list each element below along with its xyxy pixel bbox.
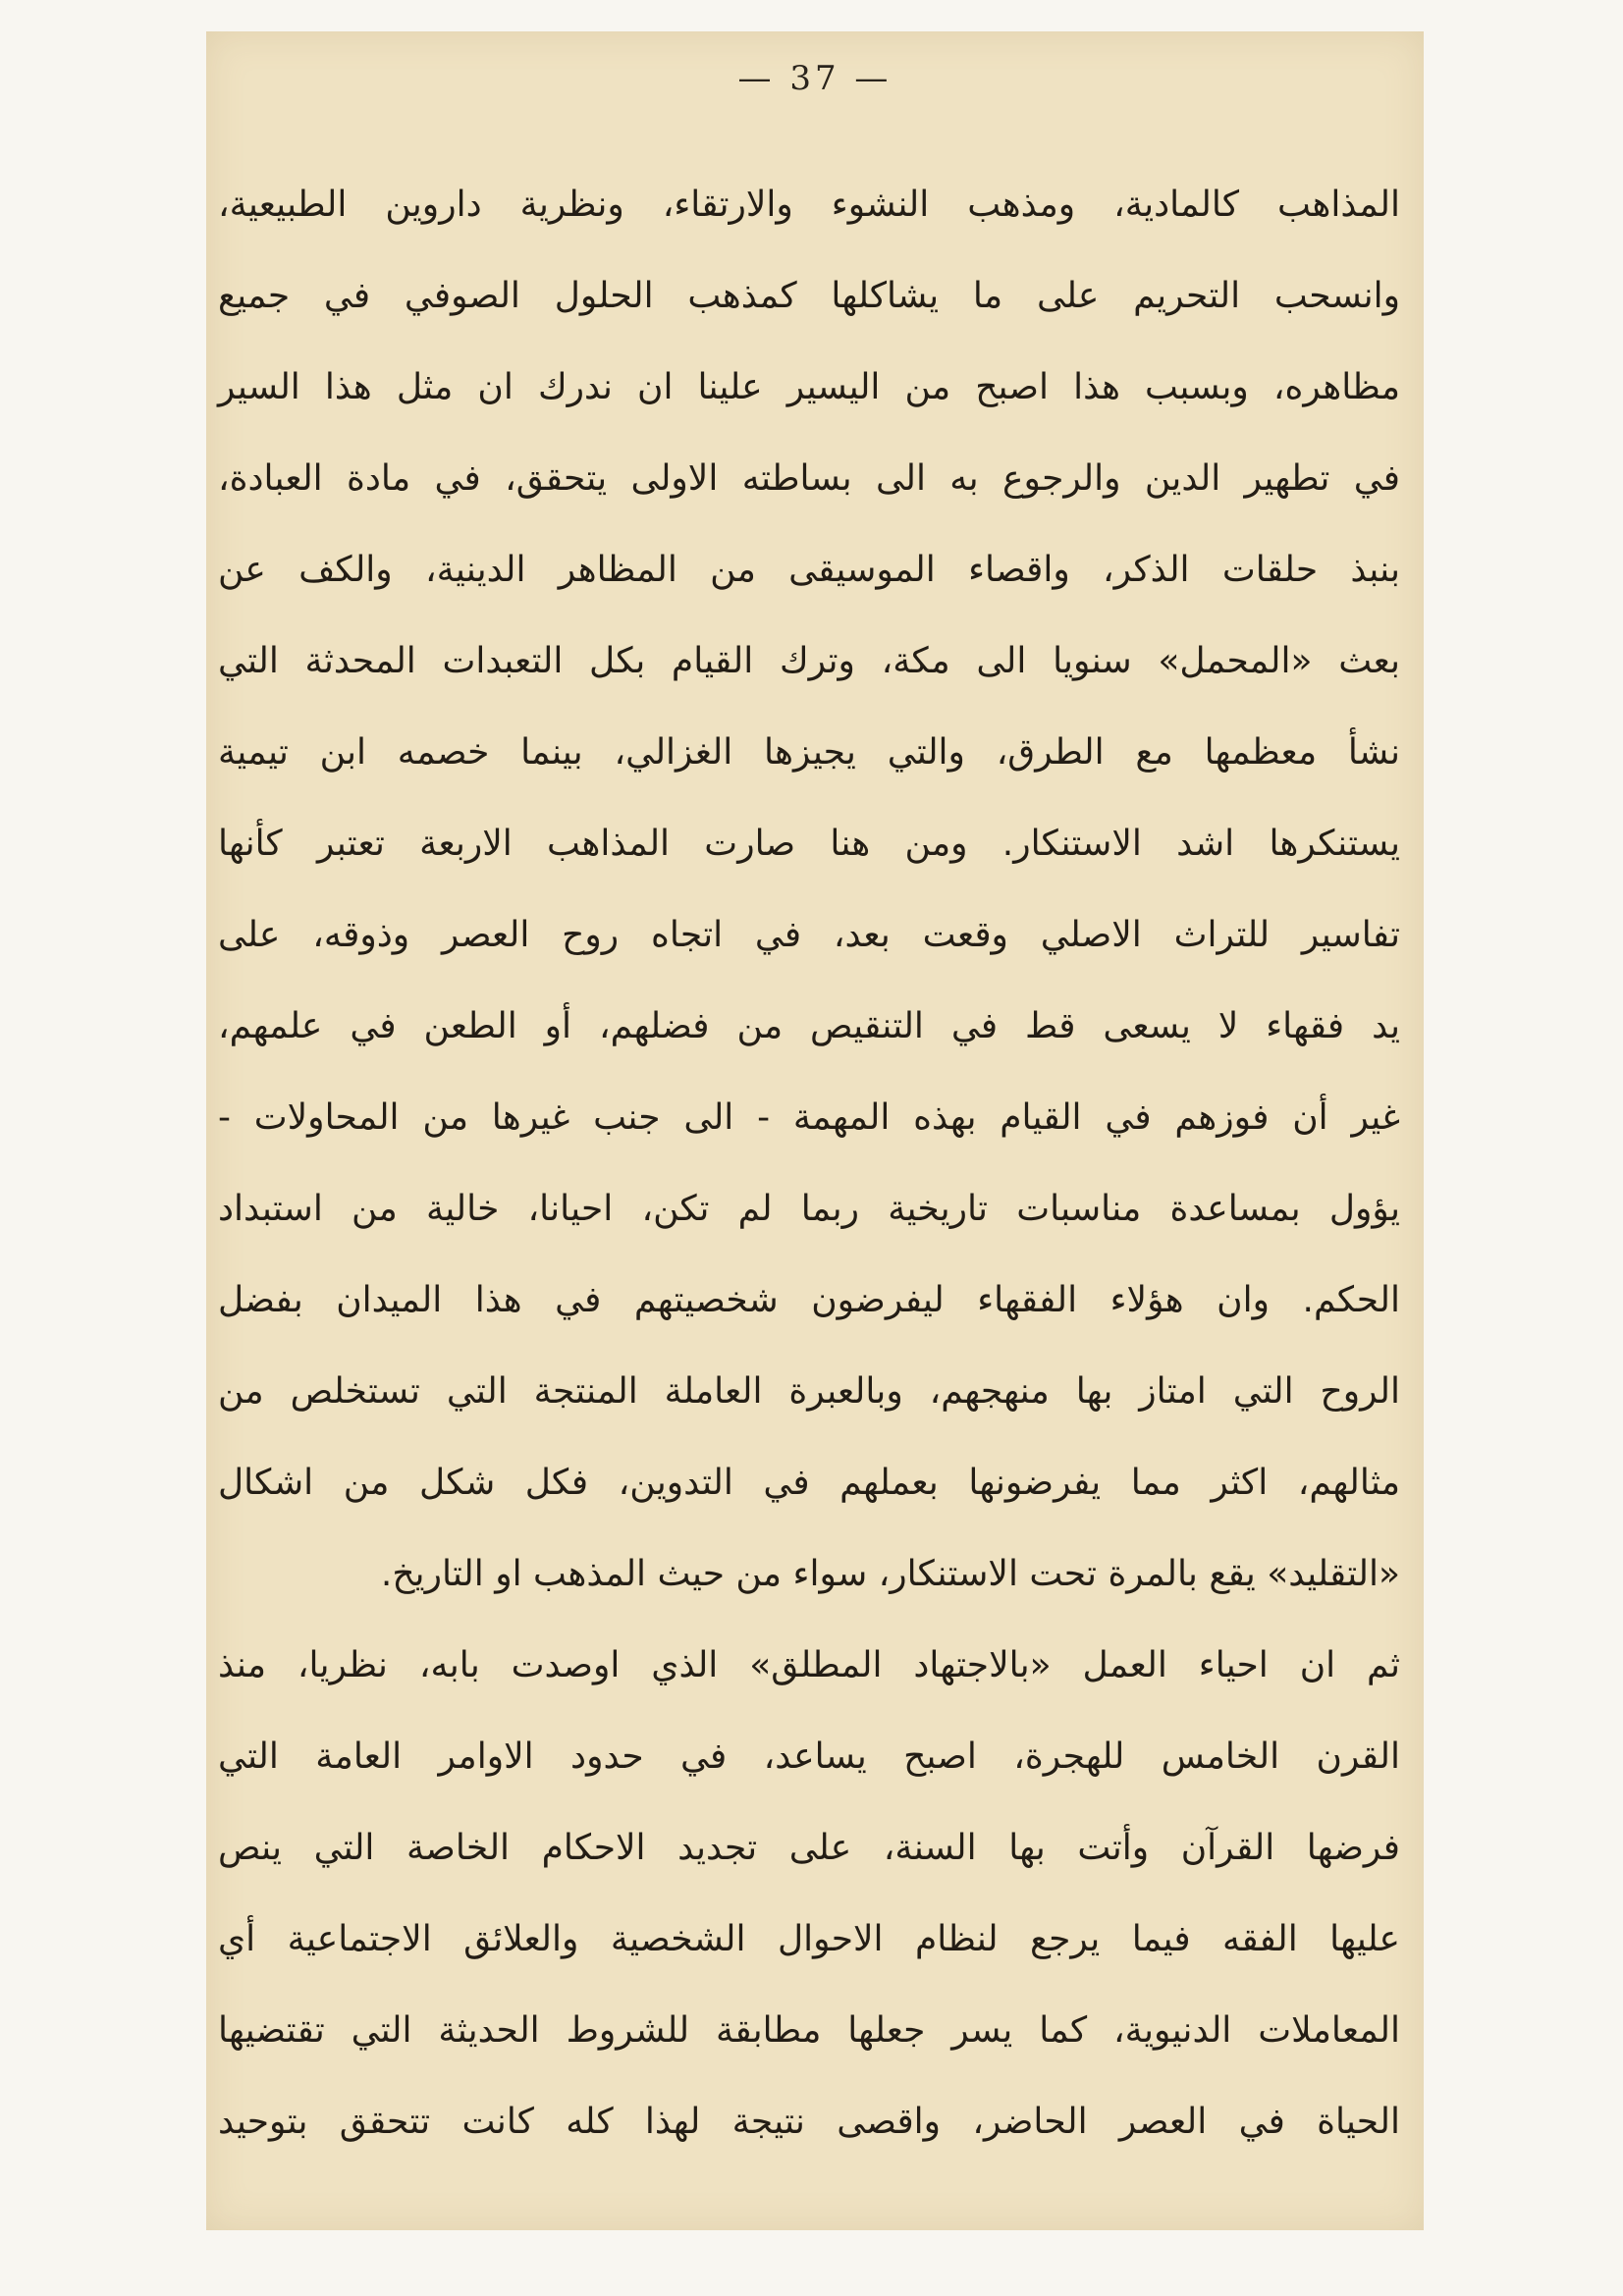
text-line: بعث «المحمل» سنويا الى مكة، وترك القيام بكل التعبدات المحدثة التي: [218, 641, 1400, 681]
text-line: نشأ معظمها مع الطرق، والتي يجيزها الغزالي، بينما خصمه ابن تيمية: [218, 732, 1400, 773]
text-line: في تطهير الدين والرجوع به الى بساطته الاولى يتحقق، في مادة العبادة،: [218, 458, 1400, 499]
text-line: الحكم. وان هؤلاء الفقهاء ليفرضون شخصيتهم في هذا الميدان بفضل: [218, 1280, 1400, 1320]
text-line: «التقليد» يقع بالمرة تحت الاستنكار، سواء من حيث المذهب او التاريخ.: [380, 1554, 1400, 1594]
text-line: تفاسير للتراث الاصلي وقعت بعد، في اتجاه روح العصر وذوقه، على: [218, 915, 1400, 955]
text-line: الروح التي امتاز بها منهجهم، وبالعبرة العاملة المنتجة التي تستخلص من: [218, 1371, 1400, 1412]
text-line: وانسحب التحريم على ما يشاكلها كمذهب الحلول الصوفي في جميع: [218, 276, 1400, 316]
text-line: المعاملات الدنيوية، كما يسر جعلها مطابقة للشروط الحديثة التي تقتضيها: [218, 2010, 1400, 2051]
text-line: يؤول بمساعدة مناسبات تاريخية ربما لم تكن، احيانا، خالية من استبداد: [218, 1189, 1400, 1229]
page-body-text: [206, 159, 1424, 2167]
text-line: القرن الخامس للهجرة، اصبح يساعد، في حدود الاوامر العامة التي: [218, 1736, 1400, 1777]
text-line: فرضها القرآن وأتت بها السنة، على تجديد الاحكام الخاصة التي ينص: [218, 1828, 1400, 1868]
text-line: بنبذ حلقات الذكر، واقصاء الموسيقى من المظاهر الدينية، والكف عن: [218, 550, 1400, 590]
text-line: يستنكرها اشد الاستنكار. ومن هنا صارت المذاهب الاربعة تعتبر كأنها: [218, 824, 1400, 864]
text-line: الحياة في العصر الحاضر، واقصى نتيجة لهذا كله كانت تتحقق بتوحيد: [218, 2102, 1400, 2142]
text-line: غير أن فوزهم في القيام بهذه المهمة - الى جنب غيرها من المحاولات -: [218, 1097, 1400, 1138]
text-line: المذاهب كالمادية، ومذهب النشوء والارتقاء، ونظرية داروين الطبيعية،: [218, 185, 1400, 225]
text-line: مثالهم، اكثر مما يفرضونها بعملهم في التدوين، فكل شكل من اشكال: [218, 1463, 1400, 1503]
text-line: يد فقهاء لا يسعى قط في التنقيص من فضلهم، أو الطعن في علمهم،: [218, 1006, 1400, 1046]
page-number: — 37 —: [737, 59, 893, 98]
text-line: عليها الفقه فيما يرجع لنظام الاحوال الشخصية والعلائق الاجتماعية أي: [218, 1919, 1400, 1959]
text-line: ثم ان احياء العمل «بالاجتهاد المطلق» الذي اوصدت بابه، نظريا، منذ: [218, 1645, 1400, 1685]
book-page: [206, 31, 1424, 2230]
text-line: مظاهره، وبسبب هذا اصبح من اليسير علينا ان ندرك ان مثل هذا السير: [218, 367, 1400, 407]
